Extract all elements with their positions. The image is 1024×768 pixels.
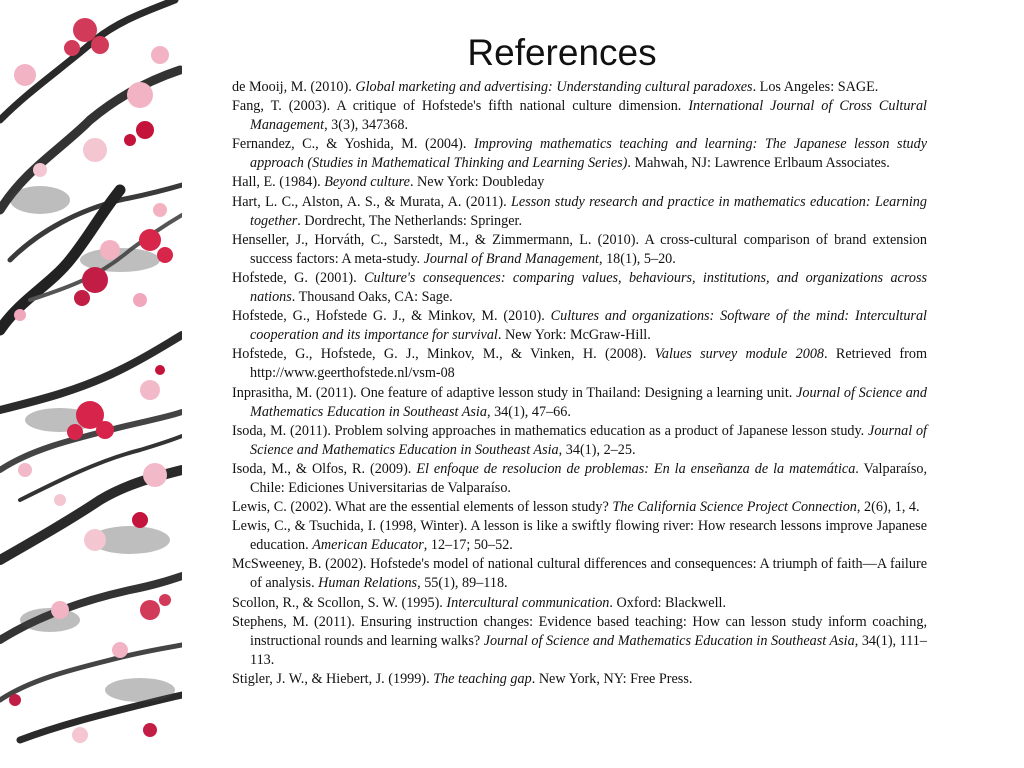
reference-item: Hofstede, G. (2001). Culture's consequences: comparing values, behaviours, institutions, and organizations across nations. Thousand Oaks, CA: Sage. — [232, 269, 927, 306]
reference-item: Isoda, M. (2011). Problem solving approaches in mathematics education as a product of Japanese lesson study. Journal of Science and Mathematics Education in Southeast Asia, 34(1), 2–25. — [232, 422, 927, 458]
cherry-blossom-decoration — [0, 0, 182, 768]
reference-item: Stigler, J. W., & Hiebert, J. (1999). The teaching gap. New York, NY: Free Press. — [232, 670, 693, 687]
reference-item: Lewis, C., & Tsuchida, I. (1998, Winter). A lesson is like a swiftly flowing river: How research lessons improve Japanese education. American Educator, 12–17; 50–52. — [232, 518, 927, 554]
reference-item: Hart, L. C., Alston, A. S., & Murata, A. (2011). Lesson study research and practice in mathematics education: Learning together. Dordrecht, The Netherlands: Springer. — [232, 193, 927, 229]
reference-list — [232, 78, 927, 689]
reference-item: Hofstede, G., Hofstede G. J., & Minkov, M. (2010). Cultures and organizations: Software of the mind: Intercultural cooperation and its importance for survival. New York: McGraw-Hill. — [232, 308, 927, 344]
reference-item: Isoda, M., & Olfos, R. (2009). El enfoque de resolucion de problemas: En la enseñanza de la matemática. Valparaíso, Chile: Ediciones Universitarias de Valparaíso. — [232, 460, 927, 496]
reference-item: Hofstede, G., Hofstede, G. J., Minkov, M., & Vinken, H. (2008). Values survey module 2008. Retrieved from http://www.geerthofstede.nl/vsm-08 — [232, 346, 927, 382]
reference-item: Henseller, J., Horváth, C., Sarstedt, M., & Zimmermann, L. (2010). A cross-cultural comparison of brand extension success factors: A meta-study. Journal of Brand Management, 18(1), 5–20. — [232, 231, 927, 267]
reference-item: Hall, E. (1984). Beyond culture. New York: Doubleday — [232, 174, 545, 191]
page-title: References — [467, 32, 657, 73]
reference-item: McSweeney, B. (2002). Hofstede's model of national cultural differences and consequences: A triumph of faith—A failure of analysis. Human Relations, 55(1), 89–118. — [232, 556, 927, 592]
reference-item: Stephens, M. (2011). Ensuring instruction changes: Evidence based teaching: How can lesson study inform coaching, instructional rounds and learning walks? Journal of Science and Mathematics Education in Southeast Asia, 34(1), 111–113. — [232, 613, 927, 668]
reference-item: Fang, T. (2003). A critique of Hofstede's fifth national culture dimension. International Journal of Cross Cultural Management, 3(3), 347368. — [232, 98, 927, 134]
reference-item: de Mooij, M. (2010). Global marketing and advertising: Understanding cultural paradoxes. Los Angeles: SAGE. — [232, 79, 879, 95]
reference-item: Inprasitha, M. (2011). One feature of adaptive lesson study in Thailand: Designing a learning unit. Journal of Science and Mathematics Education in Southeast Asia, 34(1), 47–66. — [232, 384, 927, 420]
reference-item: Scollon, R., & Scollon, S. W. (1995). Intercultural communication. Oxford: Blackwell. — [232, 594, 727, 611]
reference-item: Lewis, C. (2002). What are the essential elements of lesson study? The California Science Project Connection, 2(6), 1, 4. — [232, 499, 920, 516]
reference-item: Fernandez, C., & Yoshida, M. (2004). Improving mathematics teaching and learning: The Japanese lesson study approach (Studies in Mathematical Thinking and Learning Series). Mahwah, NJ: Lawrence Erlbaum Associates. — [232, 136, 927, 172]
